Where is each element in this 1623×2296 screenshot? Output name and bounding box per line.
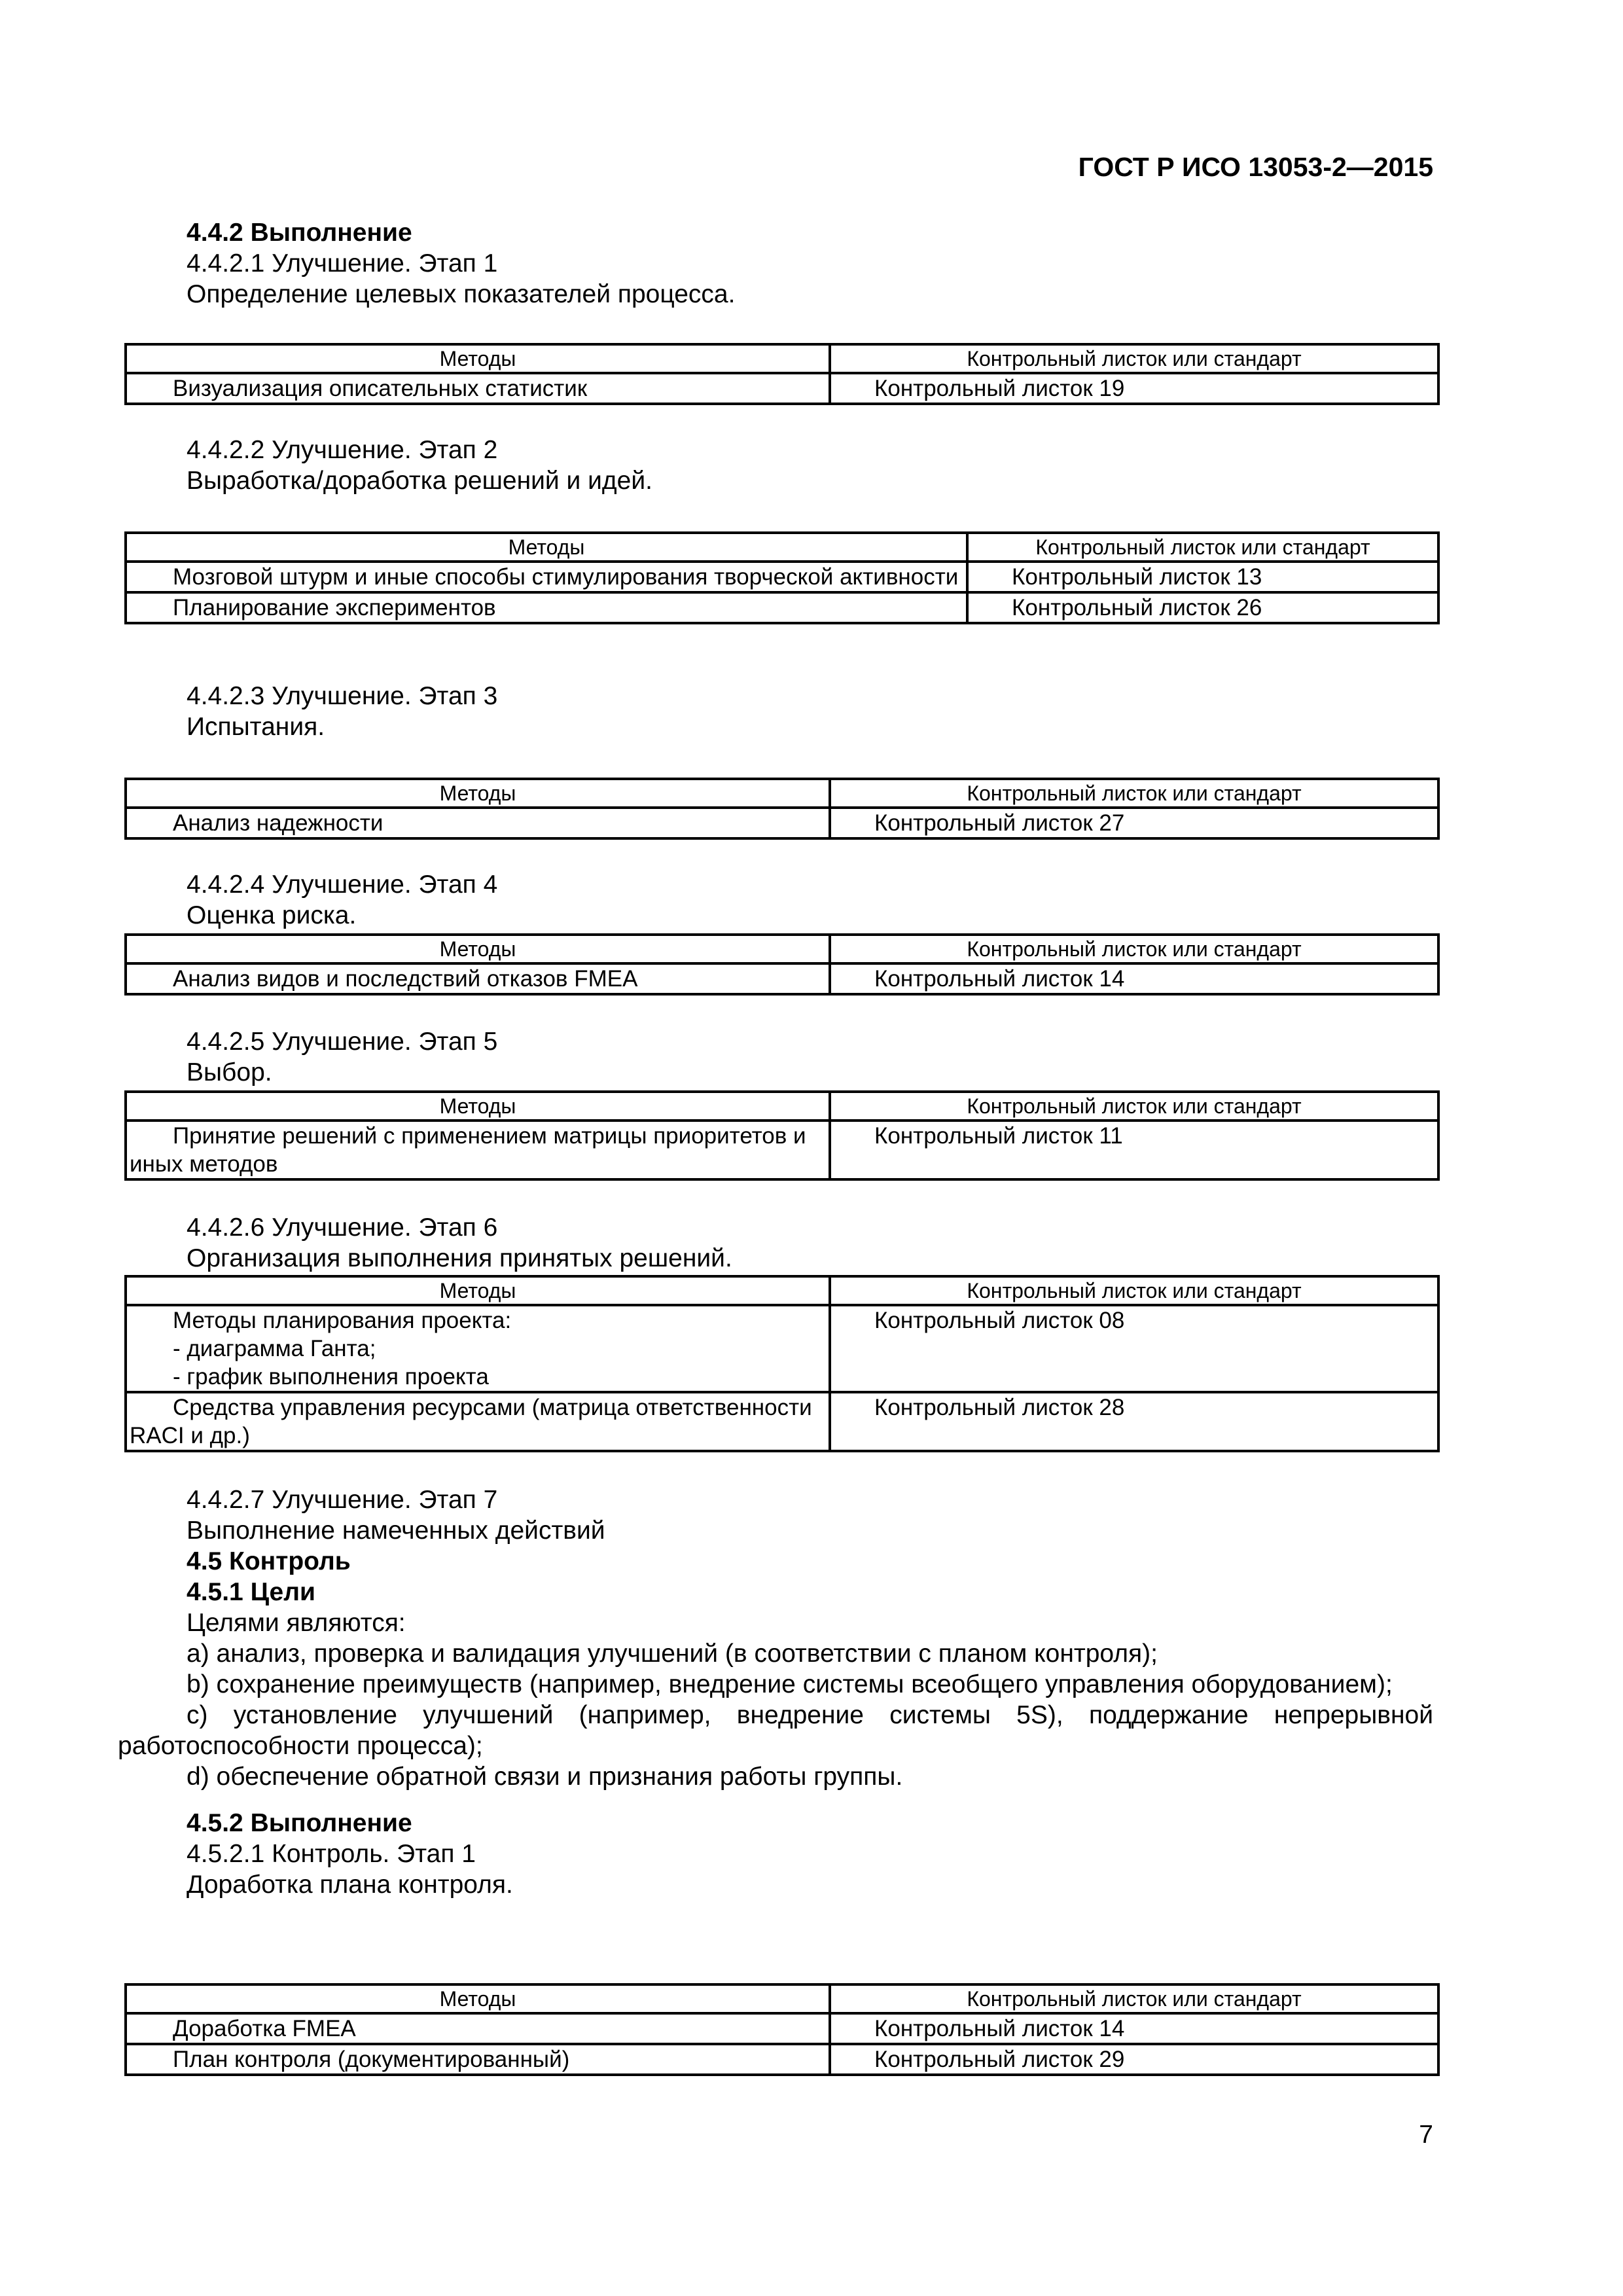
table-step-6: [124, 1275, 1440, 1452]
checklist-cell: Контрольный листок 19: [830, 373, 1438, 404]
table-row: [126, 963, 1438, 994]
method-sub-item: - диаграмма Ганта;: [173, 1336, 376, 1361]
table-row: [126, 592, 1438, 623]
table-step-3: [124, 778, 1440, 840]
table-row: [126, 1121, 1438, 1179]
section-title: 4.4.2 Выполнение: [187, 219, 412, 247]
checklist-cell: Контрольный листок 27: [830, 808, 1438, 838]
checklist-cell: Контрольный листок 08: [830, 1305, 1438, 1392]
header-methods: Методы: [126, 779, 830, 808]
goal-item: c) установление улучшений (например, внедрение системы 5S), поддержание непрерывной работоспособности процесса);: [118, 1701, 1433, 1760]
section-4-4-2: [118, 217, 1433, 310]
document-header: ГОСТ Р ИСО 13053-2—2015: [1078, 152, 1433, 182]
section-title: 4.5 Контроль: [187, 1547, 351, 1575]
table-row: [126, 808, 1438, 838]
checklist-cell: Контрольный листок 28: [830, 1392, 1438, 1451]
header-checklist: Контрольный листок или стандарт: [830, 1984, 1438, 2013]
method-cell: Средства управления ресурсами (матрица ответственности RACI и др.): [126, 1392, 830, 1451]
header-checklist: Контрольный листок или стандарт: [830, 344, 1438, 373]
header-checklist: Контрольный листок или стандарт: [830, 1276, 1438, 1305]
subsection-title: 4.5.1 Цели: [187, 1578, 315, 1606]
step-7-and-control: [118, 1484, 1433, 1900]
step-desc: Определение целевых показателей процесса.: [187, 280, 736, 308]
checklist-cell: Контрольный листок 13: [967, 562, 1438, 592]
goal-item: b) сохранение преимуществ (например, внедрение системы всеобщего управления оборудованием);: [187, 1670, 1393, 1698]
header-checklist: Контрольный листок или стандарт: [830, 935, 1438, 963]
table-row: [126, 1392, 1438, 1451]
checklist-cell: Контрольный листок 14: [830, 963, 1438, 994]
table-row: [126, 373, 1438, 404]
table-step-1: [124, 343, 1440, 405]
table-step-5: [124, 1090, 1440, 1181]
table-control-step-1: [124, 1983, 1440, 2076]
step-3-block: [118, 681, 1433, 742]
header-methods: Методы: [126, 935, 830, 963]
step-desc: Доработка плана контроля.: [187, 1871, 513, 1899]
table-row: [126, 562, 1438, 592]
step-desc: Выработка/доработка решений и идей.: [187, 467, 652, 495]
step-2-block: [118, 435, 1433, 496]
step-6-block: [118, 1212, 1433, 1274]
table-row: [126, 2044, 1438, 2075]
step-4-block: [118, 869, 1433, 931]
header-methods: Методы: [126, 344, 830, 373]
table-step-2: [124, 531, 1440, 624]
goal-item: d) обеспечение обратной связи и признания работы группы.: [187, 1763, 903, 1791]
header-methods: Методы: [126, 1276, 830, 1305]
method-cell: Анализ видов и последствий отказов FMEA: [126, 963, 830, 994]
method-cell: План контроля (документированный): [126, 2044, 830, 2075]
header-checklist: Контрольный листок или стандарт: [967, 533, 1438, 562]
page-number: 7: [1419, 2121, 1433, 2149]
subsection-title: 4.5.2 Выполнение: [187, 1809, 412, 1837]
checklist-cell: Контрольный листок 11: [830, 1121, 1438, 1179]
step-title: 4.4.2.2 Улучшение. Этап 2: [187, 436, 498, 464]
goals-intro: Целями являются:: [187, 1609, 406, 1637]
checklist-cell: Контрольный листок 14: [830, 2013, 1438, 2044]
step-desc: Организация выполнения принятых решений.: [187, 1244, 732, 1272]
method-cell: Принятие решений с применением матрицы приоритетов и иных методов: [126, 1121, 830, 1179]
method-cell: Доработка FMEA: [126, 2013, 830, 2044]
method-cell: Планирование экспериментов: [126, 592, 967, 623]
method-cell: Анализ надежности: [126, 808, 830, 838]
checklist-cell: Контрольный листок 26: [967, 592, 1438, 623]
step-title: 4.5.2.1 Контроль. Этап 1: [187, 1840, 476, 1868]
step-desc: Испытания.: [187, 713, 325, 741]
header-methods: Методы: [126, 533, 967, 562]
method-main: Методы планирования проекта:: [173, 1308, 512, 1333]
step-title: 4.4.2.1 Улучшение. Этап 1: [187, 249, 498, 278]
table-row: [126, 1305, 1438, 1392]
step-title: 4.4.2.3 Улучшение. Этап 3: [187, 682, 498, 710]
table-row: [126, 2013, 1438, 2044]
header-methods: Методы: [126, 1984, 830, 2013]
header-checklist: Контрольный листок или стандарт: [830, 779, 1438, 808]
method-cell: Визуализация описательных статистик: [126, 373, 830, 404]
step-desc: Выбор.: [187, 1058, 272, 1086]
method-cell: Мозговой штурм и иные способы стимулирования творческой активности: [126, 562, 967, 592]
header-methods: Методы: [126, 1092, 830, 1121]
step-5-block: [118, 1026, 1433, 1088]
header-checklist: Контрольный листок или стандарт: [830, 1092, 1438, 1121]
method-cell: [126, 1305, 830, 1392]
step-title: 4.4.2.5 Улучшение. Этап 5: [187, 1028, 498, 1056]
method-sub-item: - график выполнения проекта: [173, 1364, 489, 1390]
step-desc: Выполнение намеченных действий: [187, 1516, 605, 1545]
step-desc: Оценка риска.: [187, 901, 357, 929]
step-title: 4.4.2.6 Улучшение. Этап 6: [187, 1213, 498, 1242]
checklist-cell: Контрольный листок 29: [830, 2044, 1438, 2075]
step-title: 4.4.2.4 Улучшение. Этап 4: [187, 870, 498, 899]
goal-item: a) анализ, проверка и валидация улучшений (в соответствии с планом контроля);: [187, 1640, 1158, 1668]
table-step-4: [124, 933, 1440, 996]
step-title: 4.4.2.7 Улучшение. Этап 7: [187, 1486, 498, 1514]
